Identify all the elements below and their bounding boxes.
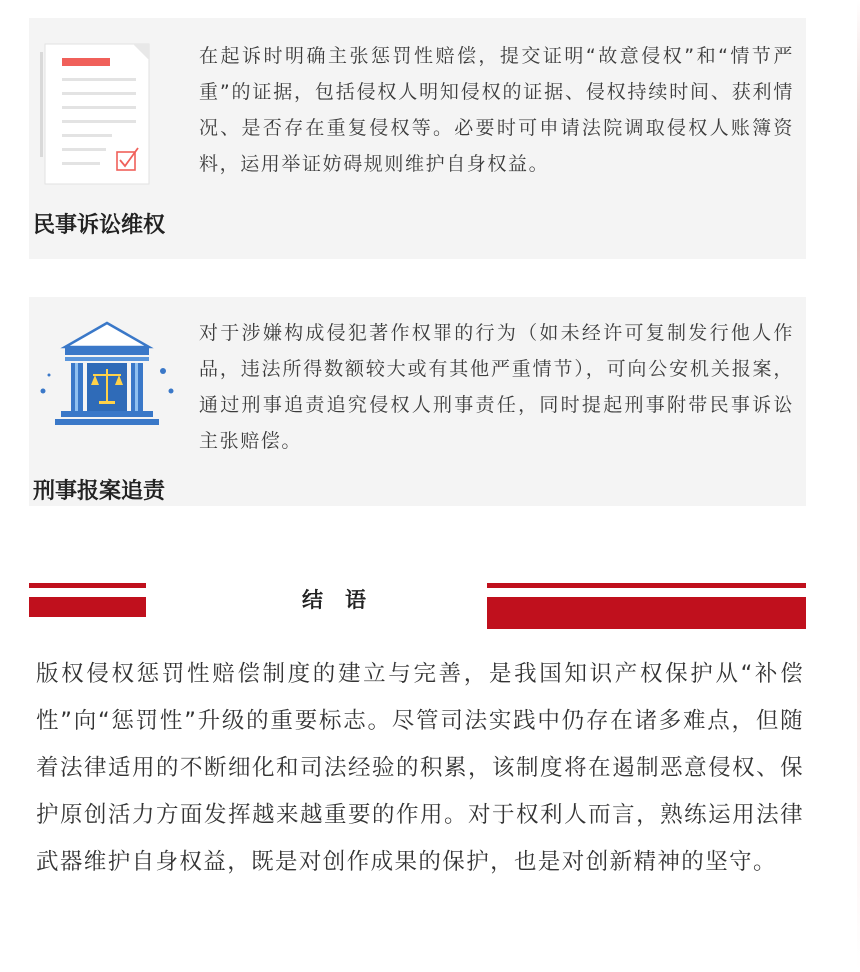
right-divider-thick-bar — [487, 597, 806, 629]
left-divider-thin-bar — [29, 583, 146, 588]
card-label-criminal: 刑事报案追责 — [33, 479, 166, 504]
conclusion-paragraph: 版权侵权惩罚性赔偿制度的建立与完善，是我国知识产权保护从“补偿性”向“惩罚性”升级的重要标志。尽管司法实践中仍存在诸多难点，但随着法律适用的不断细化和司法经验的积累，该制度将在遏制恶意侵权、保护原创活力方面发挥越来越重要的作用。对于权利人而言，熟练运用法律武器维护自身权益，既是对创作成果的保护，也是对创新精神的坚守。 — [36, 661, 804, 875]
document-checkmark-icon — [37, 42, 157, 192]
card-text-civil: 在起诉时明确主张惩罚性赔偿，提交证明“故意侵权”和“情节严重”的证据，包括侵权人明知侵权的证据、侵权持续时间、获利情况、是否存在重复侵权等。必要时可申请法院调取侵权人账簿资料，运用举证妨碍规则维护自身权益。 — [199, 45, 794, 175]
card-label-civil: 民事诉讼维权 — [33, 213, 166, 238]
courthouse-scales-icon — [35, 319, 175, 429]
criminal-report-card — [29, 297, 806, 506]
left-divider-thick-bar — [29, 597, 146, 617]
card-text-criminal: 对于涉嫌构成侵犯著作权罪的行为（如未经许可复制发行他人作品，违法所得数额较大或有其他严重情节），可向公安机关报案，通过刑事追责追究侵权人刑事责任，同时提起刑事附带民事诉讼主张赔偿。 — [199, 322, 794, 452]
civil-litigation-card — [29, 18, 806, 259]
right-divider-thin-bar — [487, 583, 806, 588]
section-title: 结语 — [302, 588, 388, 612]
